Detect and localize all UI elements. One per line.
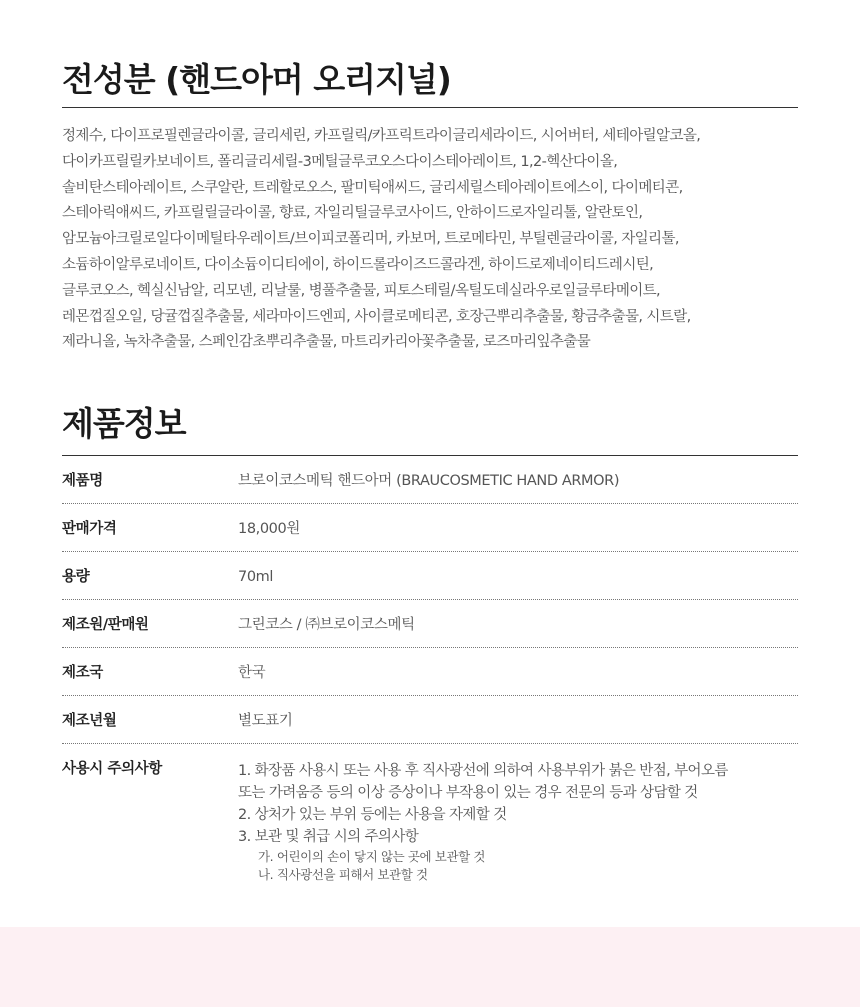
caution-item: 1. 화장품 사용시 또는 사용 후 직사광선에 의하여 사용부위가 붉은 반점, 부어오름 [238, 763, 728, 779]
ingredients-line: 솔비탄스테아레이트, 스쿠알란, 트레할로오스, 팔미틱애씨드, 글리세릴스테아레이트에스이, 다이메티콘, [62, 179, 683, 196]
caution-item: 또는 가려움증 등의 이상 증상이나 부작용이 있는 경우 전문의 등과 상담할 것 [238, 785, 698, 801]
info-value: 별도표기 [238, 713, 293, 729]
product-info-table [62, 456, 798, 884]
info-row-caution [62, 744, 798, 884]
info-label: 사용시 주의사항 [62, 761, 162, 777]
ingredients-section [62, 60, 798, 356]
caution-sub-item: 나. 직사광선을 피해서 보관할 것 [258, 867, 428, 882]
ingredients-title: 전성분 (핸드아머 오리지널) [62, 60, 451, 99]
info-label: 판매가격 [62, 521, 117, 537]
info-label: 제품명 [62, 473, 103, 489]
info-value: 그린코스 / ㈜브로이코스메틱 [238, 617, 415, 633]
info-label: 제조년월 [62, 713, 117, 729]
ingredients-line: 레몬껍질오일, 당귤껍질추출물, 세라마이드엔피, 사이클로메티콘, 호장근뿌리추출물, 황금추출물, 시트랄, [62, 308, 691, 325]
caution-item: 3. 보관 및 취급 시의 주의사항 [238, 829, 419, 845]
ingredients-line: 소듐하이알루로네이트, 다이소듐이디티에이, 하이드롤라이즈드콜라겐, 하이드로제네이티드레시틴, [62, 256, 654, 273]
info-row-country [62, 648, 798, 696]
info-row-manufacture-date [62, 696, 798, 744]
info-row-price [62, 504, 798, 552]
ingredients-line: 정제수, 다이프로필렌글라이콜, 글리세린, 카프릴릭/카프릭트라이글리세라이드, 시어버터, 세테아릴알코올, [62, 128, 701, 144]
footer-band [0, 927, 860, 1007]
info-row-manufacturer [62, 600, 798, 648]
ingredients-line: 스테아릭애씨드, 카프릴릴글라이콜, 향료, 자일리틸글루코사이드, 안하이드로자일리톨, 알란토인, [62, 205, 643, 222]
caution-list [238, 760, 798, 884]
info-row-product-name [62, 456, 798, 504]
info-value: 70ml [238, 569, 274, 585]
ingredients-line: 제라니올, 녹차추출물, 스페인감초뿌리추출물, 마트리카리아꽃추출물, 로즈마리잎추출물 [62, 334, 591, 351]
ingredients-line: 글루코오스, 헥실신남알, 리모넨, 리날룰, 병풀추출물, 피토스테릴/옥틸도데실라우로일글루타메이트, [62, 282, 661, 299]
ingredients-list [62, 124, 798, 356]
info-value: 한국 [238, 665, 266, 681]
ingredients-line: 암모늄아크릴로일다이메틸타우레이트/브이피코폴리머, 카보머, 트로메타민, 부틸렌글라이콜, 자일리톨, [62, 231, 679, 248]
ingredients-divider [62, 107, 798, 108]
info-value: 18,000원 [238, 521, 300, 537]
caution-sub-item: 가. 어린이의 손이 닿지 않는 곳에 보관할 것 [258, 849, 486, 864]
product-info-section [62, 404, 798, 884]
caution-item: 2. 상처가 있는 부위 등에는 사용을 자제할 것 [238, 807, 507, 823]
info-row-volume [62, 552, 798, 600]
info-value: 브로이코스메틱 핸드아머 (BRAUCOSMETIC HAND ARMOR) [238, 473, 620, 489]
ingredients-line: 다이카프릴릴카보네이트, 폴리글리세릴-3메틸글루코오스다이스테아레이트, 1,2-헥산다이올, [62, 153, 618, 170]
info-label: 용량 [62, 569, 90, 585]
info-label: 제조국 [62, 665, 103, 681]
product-info-title: 제품정보 [62, 404, 186, 443]
info-label: 제조원/판매원 [62, 617, 149, 633]
